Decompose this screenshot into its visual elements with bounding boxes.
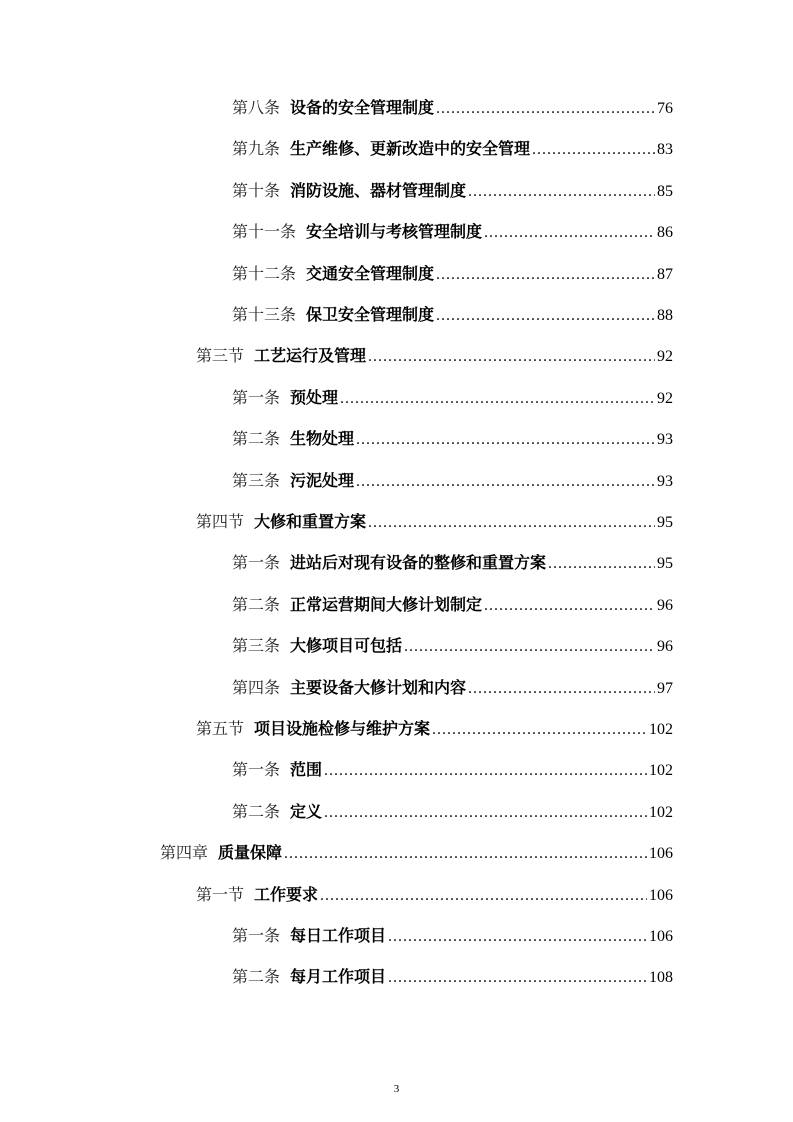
dot-leader <box>436 263 655 287</box>
toc-entry-page: 97 <box>657 679 673 697</box>
toc-entry[interactable] <box>232 96 673 120</box>
toc-entry-number: 第八条 <box>232 98 281 117</box>
toc-entry-page: 106 <box>649 928 673 945</box>
toc-entry-page: 95 <box>657 514 673 531</box>
toc-entry-title: 进站后对现有设备的整修和重置方案 <box>290 553 547 573</box>
dot-leader <box>324 759 647 783</box>
toc-entry-number: 第一条 <box>232 553 281 573</box>
toc-entry-page: 96 <box>657 638 673 656</box>
dot-leader <box>468 677 655 701</box>
page-number: 3 <box>393 1083 400 1095</box>
toc-entry[interactable] <box>232 137 673 161</box>
dot-leader <box>340 387 655 411</box>
toc-entry-number: 第四节 <box>196 512 245 531</box>
toc-entry[interactable] <box>232 386 673 410</box>
toc-entry[interactable] <box>232 676 673 700</box>
toc-entry[interactable] <box>232 593 673 617</box>
toc-entry[interactable] <box>232 924 673 948</box>
toc-entry-number: 第一节 <box>196 884 245 904</box>
toc-entry-number: 第十三条 <box>232 305 297 324</box>
toc-entry-number: 第十一条 <box>232 222 297 242</box>
toc-entry-title: 项目设施检修与维护方案 <box>254 719 431 738</box>
toc-entry-title: 工作要求 <box>254 884 319 904</box>
toc-entry[interactable] <box>232 262 673 286</box>
toc-entry[interactable] <box>196 717 673 741</box>
dot-leader <box>432 718 647 742</box>
dot-leader <box>436 97 655 121</box>
toc-entry-number: 第三条 <box>232 636 281 656</box>
dot-leader <box>484 221 655 245</box>
toc-entry-page: 92 <box>657 389 673 407</box>
toc-entry-title: 质量保障 <box>218 843 283 863</box>
toc-entry[interactable] <box>196 510 673 534</box>
dot-leader <box>368 345 655 369</box>
toc-entry-title: 工艺运行及管理 <box>254 346 367 366</box>
toc-entry-page: 102 <box>649 721 673 738</box>
toc-entry-title: 设备的安全管理制度 <box>290 98 435 117</box>
toc-entry[interactable] <box>232 634 673 658</box>
toc-entry-number: 第一条 <box>232 760 281 780</box>
toc-entry-title: 每月工作项目 <box>290 967 387 987</box>
toc-entry-number: 第十条 <box>232 180 281 200</box>
toc-entry-number: 第一条 <box>232 387 281 407</box>
toc-entry-number: 第四章 <box>160 843 209 863</box>
toc-entry-page: 102 <box>649 803 673 821</box>
toc-entry-page: 95 <box>657 555 673 573</box>
toc-entry-title: 交通安全管理制度 <box>306 263 435 283</box>
toc-entry-page: 85 <box>657 182 673 200</box>
toc-entry-number: 第三节 <box>196 346 245 366</box>
dot-leader <box>548 552 655 576</box>
toc-entry[interactable] <box>232 427 673 451</box>
toc-entry-page: 92 <box>657 348 673 366</box>
dot-leader <box>436 304 655 328</box>
toc-entry-page: 86 <box>657 224 673 242</box>
toc-entry-page: 106 <box>649 886 673 904</box>
toc-entry-title: 消防设施、器材管理制度 <box>290 180 467 200</box>
toc-entry-title: 生物处理 <box>290 429 355 449</box>
toc-entry-number: 第二条 <box>232 967 281 987</box>
toc-entry-title: 污泥处理 <box>290 470 355 490</box>
dot-leader <box>356 428 655 452</box>
toc-entry-title: 主要设备大修计划和内容 <box>290 677 467 697</box>
toc-entry-page: 106 <box>649 845 673 863</box>
toc-entry-title: 安全培训与考核管理制度 <box>306 222 483 242</box>
toc-entry[interactable] <box>160 841 673 865</box>
toc-entry[interactable] <box>232 965 673 989</box>
dot-leader <box>368 511 655 535</box>
toc-entry[interactable] <box>232 800 673 824</box>
toc-entry[interactable] <box>232 220 673 244</box>
toc-entry[interactable] <box>232 758 673 782</box>
toc-entry[interactable] <box>232 179 673 203</box>
dot-leader <box>484 594 655 618</box>
toc-entry[interactable] <box>196 883 673 907</box>
dot-leader <box>468 180 655 204</box>
toc-entry[interactable] <box>232 469 673 493</box>
toc-entry-page: 83 <box>657 141 673 159</box>
toc-entry-number: 第四条 <box>232 677 281 697</box>
toc-entry-title: 范围 <box>290 760 323 780</box>
toc-entry-title: 大修项目可包括 <box>290 636 403 656</box>
toc-entry-number: 第五节 <box>196 719 245 738</box>
toc-entry-page: 93 <box>657 472 673 490</box>
toc-entry-title: 生产维修、更新改造中的安全管理 <box>290 139 531 159</box>
dot-leader <box>404 635 655 659</box>
toc-entry-page: 102 <box>649 762 673 780</box>
toc-entry-page: 93 <box>657 431 673 449</box>
toc-entry-title: 预处理 <box>290 387 339 407</box>
toc-entry-title: 定义 <box>290 801 323 821</box>
toc-entry[interactable] <box>232 551 673 575</box>
toc-entry-title: 每日工作项目 <box>290 926 387 945</box>
toc-entry-number: 第二条 <box>232 429 281 449</box>
toc-entry-title: 大修和重置方案 <box>254 512 367 531</box>
toc-entry-number: 第十二条 <box>232 263 297 283</box>
toc-entry-number: 第三条 <box>232 470 281 490</box>
dot-leader <box>388 925 647 949</box>
toc-entry-page: 108 <box>649 969 673 987</box>
toc-entry-title: 正常运营期间大修计划制定 <box>290 594 483 614</box>
toc-entry-page: 87 <box>657 265 673 283</box>
toc-entry-number: 第一条 <box>232 926 281 945</box>
dot-leader <box>324 801 647 825</box>
dot-leader <box>320 884 647 908</box>
dot-leader <box>532 138 655 162</box>
toc-entry-page: 76 <box>657 100 673 117</box>
toc-entry-number: 第九条 <box>232 139 281 159</box>
dot-leader <box>356 470 655 494</box>
toc-entry[interactable] <box>196 344 673 368</box>
dot-leader <box>388 966 647 990</box>
toc-entry-number: 第二条 <box>232 801 281 821</box>
toc-entry-page: 96 <box>657 596 673 614</box>
toc-entry-title: 保卫安全管理制度 <box>306 305 435 324</box>
toc-entry-number: 第二条 <box>232 594 281 614</box>
dot-leader <box>284 842 647 866</box>
toc-entry[interactable] <box>232 303 673 327</box>
toc-entry-page: 88 <box>657 307 673 324</box>
